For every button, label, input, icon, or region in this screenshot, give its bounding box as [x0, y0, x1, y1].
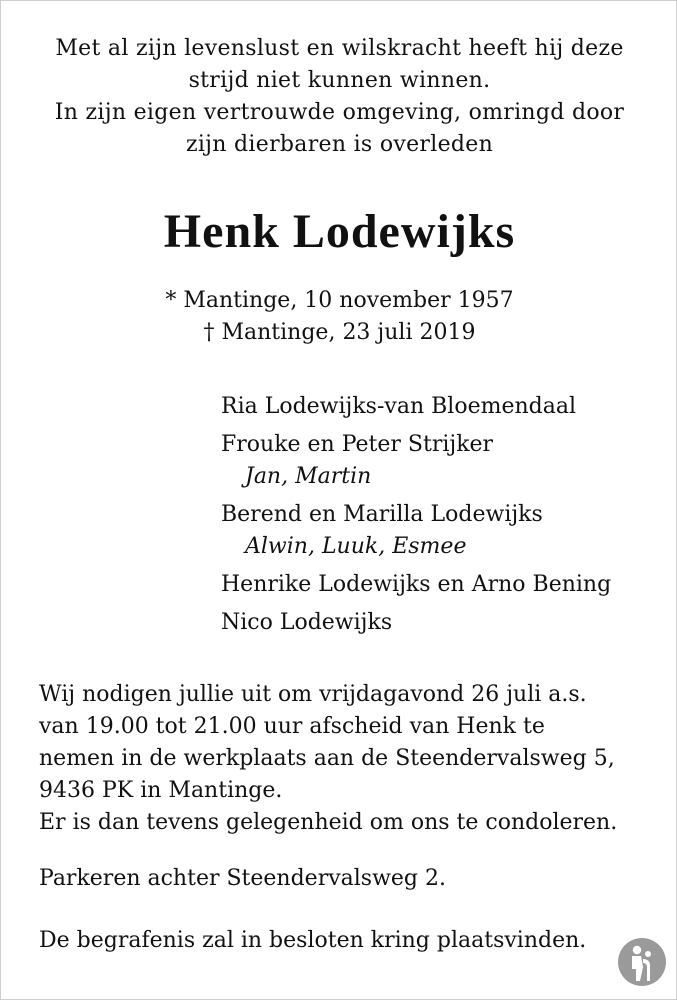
invitation-line: Er is dan tevens gelegenheid om ons te condoleren.	[39, 810, 618, 835]
deceased-name: Henk Lodewijks	[163, 205, 516, 258]
intro-line: strijd niet kunnen winnen.	[188, 68, 491, 93]
family-member: Frouke en Peter Strijker	[221, 432, 494, 457]
birth-date: * Mantinge, 10 november 1957	[165, 288, 514, 313]
life-dates	[1, 285, 677, 349]
invitation-line: nemen in de werkplaats aan de Steendervalsweg 5,	[39, 746, 615, 771]
family-member: Nico Lodewijks	[221, 610, 393, 635]
invitation-text	[39, 679, 617, 839]
intro-text	[1, 33, 677, 161]
invitation-line: 9436 PK in Mantinge.	[39, 778, 283, 803]
intro-line: zijn dierbaren is overleden	[185, 132, 494, 157]
family-children: Jan, Martin	[245, 464, 372, 489]
intro-line: In zijn eigen vertrouwde omgeving, omringd door	[54, 100, 625, 125]
family-member: Henrike Lodewijks en Arno Bening	[221, 572, 612, 597]
family-children: Alwin, Luuk, Esmee	[245, 534, 467, 559]
invitation-line: Wij nodigen jullie uit om vrijdagavond 26 juli a.s.	[39, 682, 587, 707]
family-member: Ria Lodewijks-van Bloemendaal	[221, 394, 576, 419]
family-member: Berend en Marilla Lodewijks	[221, 502, 543, 527]
invitation-line: van 19.00 tot 21.00 uur afscheid van Henk te	[39, 714, 545, 739]
funeral-note: De begrafenis zal in besloten kring plaatsvinden.	[39, 928, 587, 953]
mourning-figure-icon	[617, 937, 667, 987]
family-list	[221, 391, 611, 639]
intro-line: Met al zijn levenslust en wilskracht heeft hij deze	[55, 36, 624, 61]
parking-note: Parkeren achter Steendervalsweg 2.	[39, 866, 446, 891]
death-date: † Mantinge, 23 juli 2019	[203, 320, 476, 345]
